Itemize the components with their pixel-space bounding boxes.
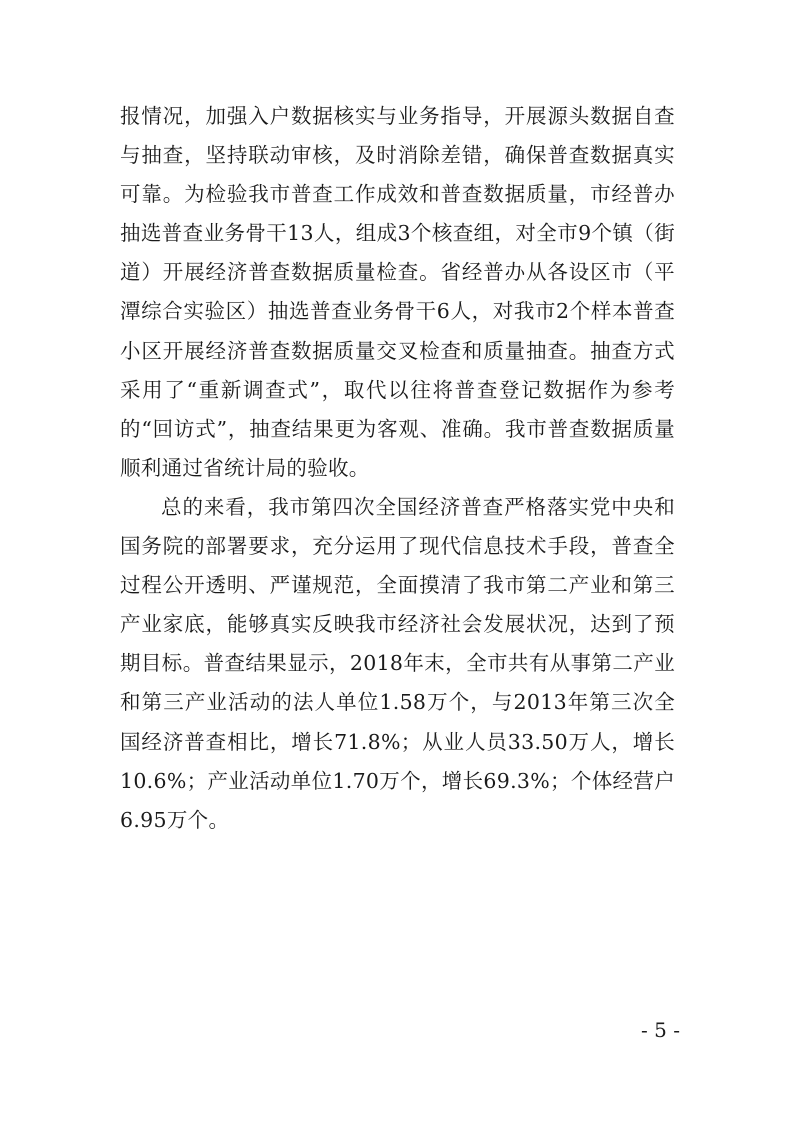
document-body — [120, 97, 675, 840]
page-number: - 5 - — [641, 1018, 680, 1042]
paragraph-survey-quality-check: 报情况，加强入户数据核实与业务指导，开展源头数据自查与抽查，坚持联动审核，及时消除差错，确保普查数据真实可靠。为检验我市普查工作成效和普查数据质量，市经普办抽选普查业务骨干13人，组成3个核查组，对全市9个镇（街道）开展经济普查数据质量检查。省经普办从各设区市（平潭综合实验区）抽选普查业务骨干6人，对我市2个样本普查小区开展经济普查数据质量交叉检查和质量抽查。抽查方式采用了“重新调查式”，取代以往将普查登记数据作为参考的“回访式”，抽查结果更为客观、准确。我市普查数据质量顺利通过省统计局的验收。 — [120, 104, 675, 480]
paragraph-survey-summary: 总的来看，我市第四次全国经济普查严格落实党中央和国务院的部署要求，充分运用了现代信息技术手段，普查全过程公开透明、严谨规范，全面摸清了我市第二产业和第三产业家底，能够真实反映我市经济社会发展状况，达到了预期目标。普查结果显示，2018年末，全市共有从事第二产业和第三产业活动的法人单位1.58万个，与2013年第三次全国经济普查相比，增长71.8%；从业人员33.50万人，增长10.6%；产业活动单位1.70万个，增长69.3%；个体经营户6.95万个。 — [120, 494, 675, 832]
